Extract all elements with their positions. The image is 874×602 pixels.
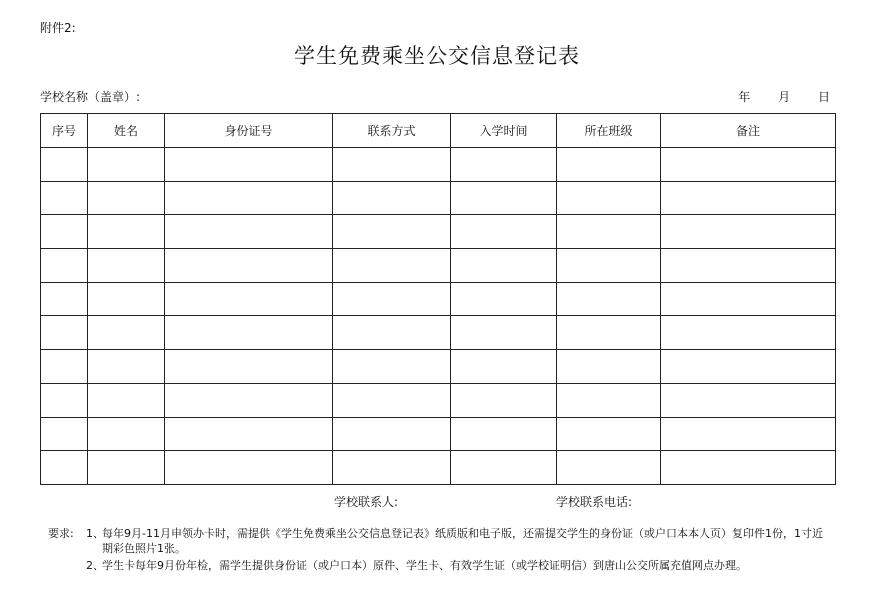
attachment-label: 附件2: — [40, 21, 76, 35]
header-enrollment-date: 入学时间 — [451, 114, 557, 148]
table-cell[interactable] — [333, 316, 451, 350]
table-cell[interactable] — [451, 417, 557, 451]
table-cell[interactable] — [557, 451, 661, 485]
table-cell[interactable] — [661, 350, 836, 384]
table-row — [41, 181, 836, 215]
table-cell[interactable] — [165, 148, 333, 182]
table-cell[interactable] — [557, 148, 661, 182]
date-month-label: 月 — [778, 90, 791, 104]
table-cell[interactable] — [333, 383, 451, 417]
table-cell[interactable] — [165, 417, 333, 451]
table-cell[interactable] — [661, 417, 836, 451]
table-cell[interactable] — [41, 181, 88, 215]
table-row — [41, 148, 836, 182]
table-cell[interactable] — [333, 181, 451, 215]
table-row — [41, 383, 836, 417]
requirement-number: 1、 — [86, 527, 104, 540]
table-cell[interactable] — [88, 249, 165, 283]
table-cell[interactable] — [333, 451, 451, 485]
table-row — [41, 451, 836, 485]
table-row — [41, 316, 836, 350]
table-cell[interactable] — [451, 215, 557, 249]
table-cell[interactable] — [333, 249, 451, 283]
table-row — [41, 282, 836, 316]
table-cell[interactable] — [451, 350, 557, 384]
table-cell[interactable] — [333, 350, 451, 384]
table-row — [41, 417, 836, 451]
table-cell[interactable] — [557, 316, 661, 350]
table-row — [41, 215, 836, 249]
table-cell[interactable] — [88, 282, 165, 316]
table-cell[interactable] — [451, 451, 557, 485]
table-cell[interactable] — [661, 249, 836, 283]
table-cell[interactable] — [165, 350, 333, 384]
table-header-row — [41, 114, 836, 148]
table-row — [41, 249, 836, 283]
table-cell[interactable] — [41, 417, 88, 451]
table-cell[interactable] — [451, 249, 557, 283]
table-cell[interactable] — [557, 181, 661, 215]
table-cell[interactable] — [88, 215, 165, 249]
table-cell[interactable] — [88, 383, 165, 417]
header-remarks: 备注 — [661, 114, 836, 148]
table-cell[interactable] — [88, 148, 165, 182]
table-cell[interactable] — [451, 383, 557, 417]
requirement-text: 每年9月-11月申领办卡时，需提供《学生免费乘坐公交信息登记表》纸质版和电子版，还需提交学生的身份证（或户口本本人页）复印件1份，1寸近期彩色照片1张。 — [102, 527, 823, 555]
table-cell[interactable] — [41, 148, 88, 182]
table-cell[interactable] — [451, 181, 557, 215]
form-title: 学生免费乘坐公交信息登记表 — [294, 44, 580, 68]
requirement-item-1 — [86, 526, 831, 556]
header-serial-number: 序号 — [41, 114, 88, 148]
table-cell[interactable] — [661, 282, 836, 316]
table-cell[interactable] — [41, 350, 88, 384]
table-cell[interactable] — [661, 451, 836, 485]
school-name-label: 学校名称（盖章）: — [40, 90, 141, 104]
registration-table — [40, 113, 836, 485]
table-cell[interactable] — [88, 316, 165, 350]
table-cell[interactable] — [661, 316, 836, 350]
table-cell[interactable] — [88, 350, 165, 384]
table-cell[interactable] — [165, 451, 333, 485]
table-cell[interactable] — [661, 215, 836, 249]
table-row — [41, 350, 836, 384]
table-cell[interactable] — [557, 417, 661, 451]
date-fields — [714, 88, 830, 105]
date-day-label: 日 — [817, 90, 830, 104]
table-cell[interactable] — [165, 316, 333, 350]
requirement-text: 学生卡每年9月份年检，需学生提供身份证（或户口本）原件、学生卡、有效学生证（或学校证明信）到唐山公交所属充值网点办理。 — [102, 559, 747, 572]
requirement-number: 2、 — [86, 559, 104, 572]
date-year-label: 年 — [738, 90, 751, 104]
table-cell[interactable] — [451, 148, 557, 182]
table-cell[interactable] — [451, 316, 557, 350]
table-cell[interactable] — [88, 181, 165, 215]
header-class: 所在班级 — [557, 114, 661, 148]
table-body — [41, 148, 836, 485]
table-cell[interactable] — [333, 148, 451, 182]
table-cell[interactable] — [41, 451, 88, 485]
table-cell[interactable] — [333, 215, 451, 249]
table-cell[interactable] — [41, 282, 88, 316]
table-cell[interactable] — [88, 417, 165, 451]
table-cell[interactable] — [41, 215, 88, 249]
table-cell[interactable] — [557, 350, 661, 384]
table-cell[interactable] — [165, 249, 333, 283]
table-cell[interactable] — [88, 451, 165, 485]
table-cell[interactable] — [661, 148, 836, 182]
table-cell[interactable] — [333, 282, 451, 316]
header-contact: 联系方式 — [333, 114, 451, 148]
contact-phone-label: 学校联系电话: — [556, 495, 633, 509]
table-cell[interactable] — [557, 215, 661, 249]
contact-person-label: 学校联系人: — [334, 495, 399, 509]
table-cell[interactable] — [557, 282, 661, 316]
table-cell[interactable] — [661, 383, 836, 417]
table-cell[interactable] — [165, 282, 333, 316]
table-cell[interactable] — [41, 383, 88, 417]
requirements-label: 要求: — [48, 527, 74, 540]
table-cell[interactable] — [661, 181, 836, 215]
table-cell[interactable] — [557, 383, 661, 417]
table-cell[interactable] — [41, 249, 88, 283]
table-cell[interactable] — [165, 215, 333, 249]
table-cell[interactable] — [557, 249, 661, 283]
header-id-number: 身份证号 — [165, 114, 333, 148]
table-cell[interactable] — [165, 181, 333, 215]
table-cell[interactable] — [41, 316, 88, 350]
table-cell[interactable] — [333, 417, 451, 451]
table-cell[interactable] — [165, 383, 333, 417]
header-name: 姓名 — [88, 114, 165, 148]
table-cell[interactable] — [451, 282, 557, 316]
requirement-item-2 — [86, 558, 831, 573]
